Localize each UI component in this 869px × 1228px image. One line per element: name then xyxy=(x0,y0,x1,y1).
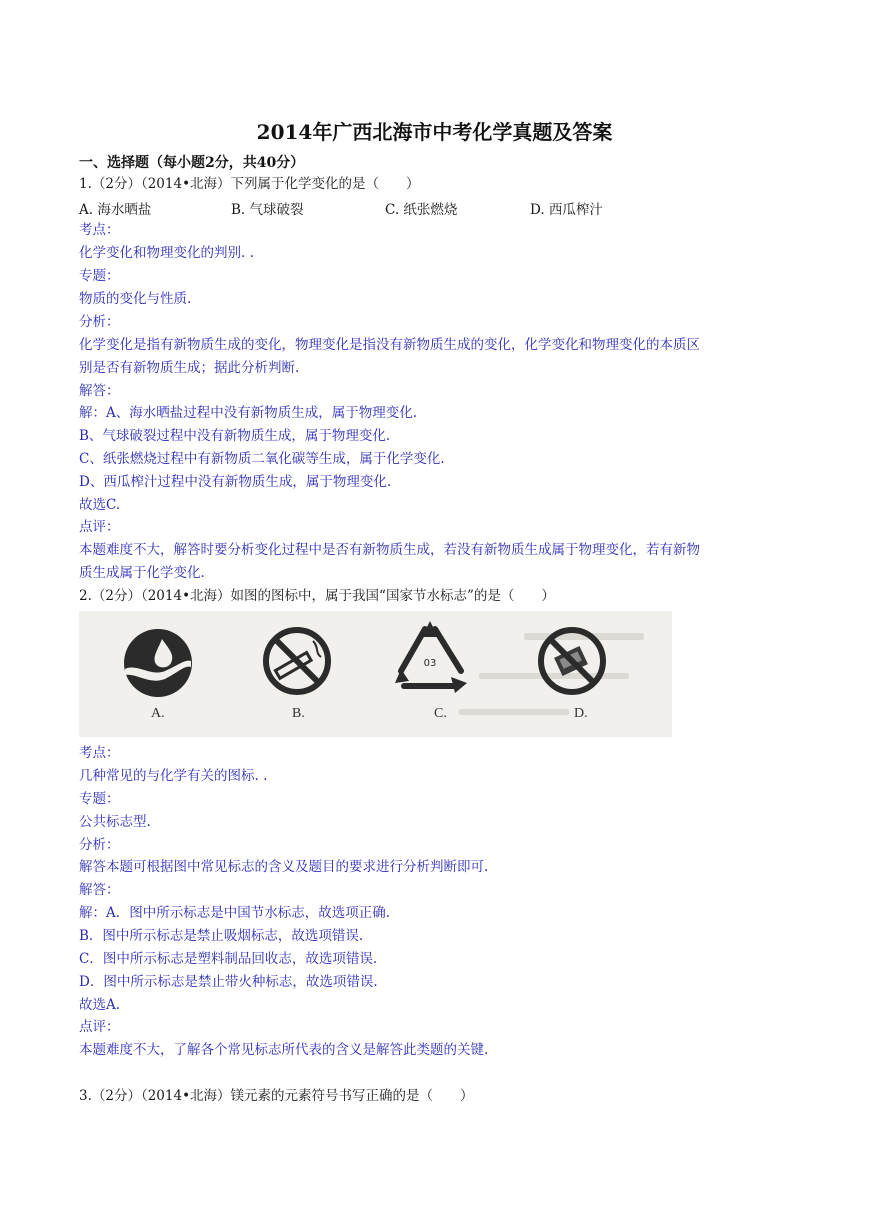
sign-label-a: A. xyxy=(151,706,165,721)
q2-dianping-label: 点评： xyxy=(79,1019,120,1035)
q1-dianping-line2: 质生成属于化学变化. xyxy=(79,565,205,581)
q1-option-a: A. 海水晒盐 xyxy=(79,202,152,218)
q1-fenxi-line1: 化学变化是指有新物质生成的变化，物理变化是指没有新物质生成的变化，化学变化和物理变化的本质区 xyxy=(79,337,700,353)
q1-fenxi-line2: 别是否有新物质生成；据此分析判断. xyxy=(79,360,300,376)
q2-zhuanti: 公共标志型. xyxy=(79,814,151,830)
water-saving-icon xyxy=(124,629,192,697)
q2-jieda-label: 解答： xyxy=(79,882,120,898)
q2-jieda-line3: C．图中所示标志是塑料制品回收志，故选项错误. xyxy=(79,951,378,967)
q2-jieda-line2: B．图中所示标志是禁止吸烟标志，故选项错误. xyxy=(79,928,364,944)
q1-jieda-line1: 解：A、海水晒盐过程中没有新物质生成，属于物理变化. xyxy=(79,405,418,421)
q3-stem: 3.（2分）（2014•北海）镁元素的元素符号书写正确的是（ ） xyxy=(79,1088,474,1104)
sign-label-c: C. xyxy=(434,706,447,721)
q1-jieda-label: 解答： xyxy=(79,383,120,399)
no-smoking-icon xyxy=(266,630,328,692)
sign-label-b: B. xyxy=(292,706,305,721)
q2-jieda-line5: 故选A. xyxy=(79,997,121,1013)
recycle-icon xyxy=(395,621,467,693)
sign-label-d: D. xyxy=(574,706,588,721)
q1-kaodian: 化学变化和物理变化的判别. . xyxy=(79,245,254,261)
q1-zhuanti-label: 专题： xyxy=(79,268,120,284)
q2-jieda-line1: 解：A．图中所示标志是中国节水标志，故选项正确. xyxy=(79,905,391,921)
q1-dianping-label: 点评： xyxy=(79,519,120,535)
q1-option-d: D. 西瓜榨汁 xyxy=(530,202,603,218)
q1-jieda-line5: 故选C. xyxy=(79,497,121,513)
q1-stem: 1.（2分）（2014•北海）下列属于化学变化的是（ ） xyxy=(79,176,420,192)
q1-dianping-line1: 本题难度不大，解答时要分析变化过程中是否有新物质生成，若没有新物质生成属于物理变化，若有新物 xyxy=(79,542,700,558)
q2-fenxi-label: 分析： xyxy=(79,837,120,853)
section-heading: 一、选择题（每小题2分，共40分） xyxy=(79,155,305,171)
q1-jieda-line2: B、气球破裂过程中没有新物质生成，属于物理变化. xyxy=(79,428,391,444)
q1-fenxi-label: 分析： xyxy=(79,314,120,330)
recycle-code: 03 xyxy=(423,658,437,669)
q1-options xyxy=(79,198,799,218)
q1-option-b: B. 气球破裂 xyxy=(231,202,304,218)
q2-dianping-line1: 本题难度不大，了解各个常见标志所代表的含义是解答此类题的关键. xyxy=(79,1042,489,1058)
q2-jieda-line4: D．图中所示标志是禁止带火种标志，故选项错误. xyxy=(79,974,378,990)
q2-fenxi-line1: 解答本题可根据图中常见标志的含义及题目的要求进行分析判断即可. xyxy=(79,859,489,875)
q2-zhuanti-label: 专题： xyxy=(79,791,120,807)
q2-stem: 2.（2分）（2014•北海）如图的图标中，属于我国“国家节水标志”的是（ ） xyxy=(79,588,555,604)
page-title: 2014年广西北海市中考化学真题及答案 xyxy=(256,120,613,144)
q2-kaodian-label: 考点： xyxy=(79,745,120,761)
q2-kaodian: 几种常见的与化学有关的图标. . xyxy=(79,768,268,784)
q1-zhuanti: 物质的变化与性质. xyxy=(79,291,192,307)
q1-option-c: C. 纸张燃烧 xyxy=(385,202,458,218)
q1-jieda-line4: D、西瓜榨汁过程中没有新物质生成，属于物理变化. xyxy=(79,474,392,490)
q1-jieda-line3: C、纸张燃烧过程中有新物质二氧化碳等生成，属于化学变化. xyxy=(79,451,445,467)
q2-sign-figure xyxy=(79,611,672,737)
q1-kaodian-label: 考点： xyxy=(79,222,120,238)
